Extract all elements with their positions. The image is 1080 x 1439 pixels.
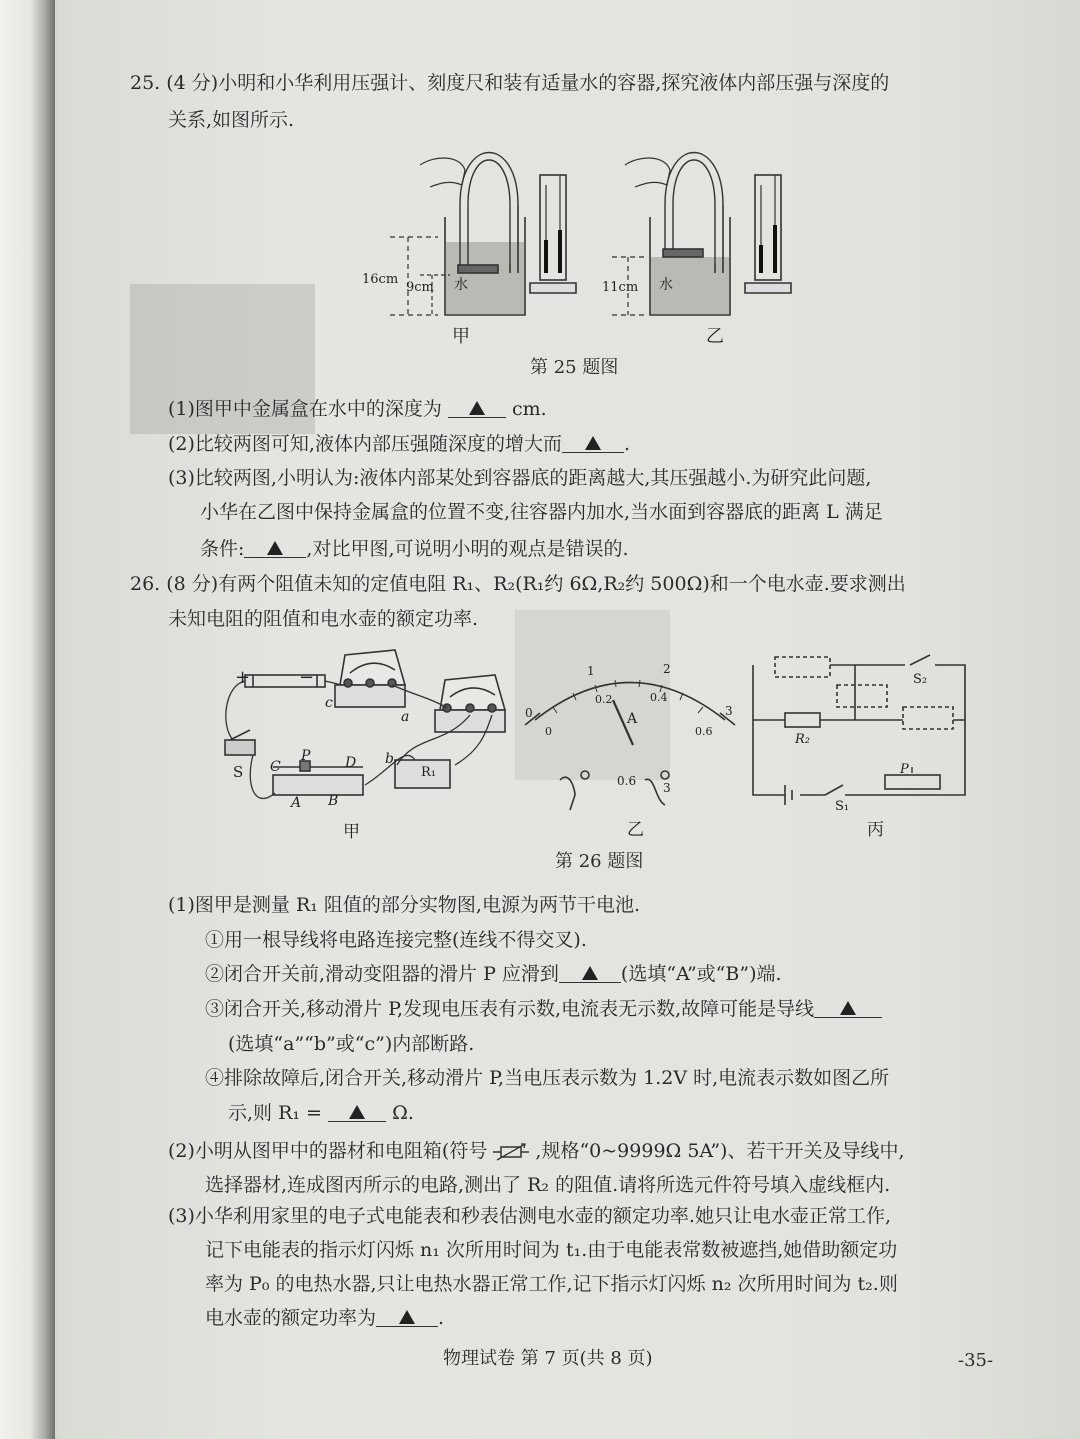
q25-part3-line1: (3)比较两图,小明认为:液体内部某处到容器底的距离越大,其压强越小.为研究此问题, — [168, 467, 872, 489]
q25-part1-unit: cm. — [512, 398, 547, 420]
label-bing: 丙 — [867, 820, 884, 840]
page-fold — [0, 0, 55, 1439]
dial-06: 0.6 — [695, 725, 713, 738]
q26-s3-line1: (3)小华利用家里的电子式电能表和秒表估测电水壶的额定功率.她只让电水壶正常工作, — [168, 1205, 891, 1227]
answer-blank[interactable] — [244, 537, 306, 558]
label-P: P — [301, 748, 311, 764]
label-jia: 甲 — [452, 326, 470, 347]
plus-sign: + — [235, 667, 251, 688]
rheostat — [273, 775, 363, 795]
label-A: A — [291, 795, 302, 811]
terminal-3: 3 — [663, 781, 671, 795]
q26-caption: 第 26 题图 — [555, 851, 644, 872]
q26-header: 26. (8 分)有两个阻值未知的定值电阻 R₁、R₂(R₁约 6Ω,R₂约 500Ω)和一个电水壶.要求测出 — [130, 573, 906, 595]
dial-1: 1 — [587, 664, 595, 678]
water-label-right: 水 — [659, 277, 673, 293]
q26-s1-4-line2 — [228, 1101, 414, 1125]
q25-part3-text: 条件: — [200, 538, 245, 560]
answer-blank[interactable] — [814, 997, 882, 1018]
minus-sign: − — [299, 667, 315, 688]
dial-0-bottom: 0 — [545, 725, 552, 738]
label-S1: S₁ — [835, 799, 850, 814]
terminal-06: 0.6 — [617, 774, 637, 788]
q26-s2-line2: 选择器材,连成图丙所示的电路,测出了 R₂ 的阻值.请将所选元件符号填入虚线框内. — [205, 1174, 891, 1196]
label-11cm: 11cm — [602, 280, 639, 295]
q25-part3-line3 — [200, 537, 629, 561]
left-manometer — [540, 175, 566, 280]
label-jia: 甲 — [343, 822, 360, 842]
q26-s1-2-end: (选填“A”或“B”)端. — [620, 963, 782, 985]
label-P-right: P — [900, 762, 909, 777]
q26-s3-end: . — [438, 1307, 445, 1329]
footer-title: 物理试卷 第 7 页(共 8 页) — [443, 1348, 653, 1369]
dial-0-top: 0 — [525, 706, 533, 720]
triangle-marker-icon — [585, 436, 601, 450]
q25-figure — [350, 145, 810, 350]
q26-s1-4: ④排除故障后,闭合开关,移动滑片 P,当电压表示数为 1.2V 时,电流表示数如图乙所 — [205, 1067, 890, 1089]
label-yi: 乙 — [627, 820, 644, 840]
q26-s3-line3: 率为 P₀ 的电热水器,只让电热水器正常工作,记下指示灯闪烁 n₂ 次所用时间为 t₂.则 — [205, 1273, 898, 1295]
q26-s1-4-unit: Ω. — [392, 1102, 414, 1124]
q26-s2-text: (2)小明从图甲中的器材和电阻箱(符号 — [168, 1140, 488, 1162]
q26-s2 — [168, 1139, 905, 1163]
triangle-marker-icon — [267, 541, 283, 555]
dashed-box-1 — [775, 657, 830, 677]
answer-blank[interactable] — [376, 1306, 438, 1327]
label-R2: R₂ — [795, 732, 810, 747]
q26-s1-2 — [205, 962, 782, 986]
label-a: a — [401, 709, 410, 725]
q25-part2-end: . — [623, 433, 631, 455]
q26-s1-3-line2: (选填“a”“b”或“c”)内部断路. — [228, 1033, 475, 1055]
answer-blank[interactable] — [448, 397, 506, 418]
triangle-marker-icon — [840, 1001, 856, 1015]
label-D: D — [345, 755, 357, 771]
triangle-marker-icon — [582, 966, 598, 980]
label-B: B — [328, 793, 339, 809]
triangle-marker-icon — [469, 401, 485, 415]
q26-figure-bing — [745, 645, 980, 845]
q25-header: 25. (4 分)小明和小华利用压强计、刻度尺和装有适量水的容器,探究液体内部压强与深度的 — [130, 72, 890, 94]
q25-caption: 第 25 题图 — [530, 357, 619, 378]
q25-part2-text: (2)比较两图可知,液体内部压强随深度的增大而 — [168, 433, 562, 455]
answer-blank[interactable] — [562, 432, 624, 453]
q26-s3-line2: 记下电能表的指示灯闪烁 n₁ 次所用时间为 t₁.由于电能表常数被遮挡,她借助额定功 — [205, 1239, 898, 1261]
label-R1: R₁ — [421, 765, 436, 780]
triangle-marker-icon — [349, 1105, 365, 1119]
q26-header-line2: 未知电阻的阻值和电水壶的额定功率. — [168, 608, 479, 630]
right-probe — [663, 249, 703, 257]
dial-02: 0.2 — [595, 693, 613, 706]
answer-blank[interactable] — [328, 1101, 386, 1122]
label-S: S — [233, 763, 244, 781]
q26-s1-1: ①用一根导线将电路连接完整(连线不得交叉). — [205, 929, 587, 951]
dashed-box-2 — [837, 685, 887, 707]
label-9cm: 9cm — [406, 280, 434, 295]
right-manometer — [755, 175, 781, 280]
rheostat-symbol — [885, 775, 940, 789]
dial-unit: A — [627, 711, 638, 727]
q26-s1-3 — [205, 997, 882, 1021]
q26-s1-4-text: 示,则 R₁ = — [228, 1102, 322, 1124]
q26-s1-3-text: ③闭合开关,移动滑片 P,发现电压表有示数,电流表无示数,故障可能是导线 — [205, 998, 815, 1020]
dial-04: 0.4 — [650, 691, 668, 704]
q25-part1 — [168, 397, 547, 421]
q26-figure-yi — [515, 655, 745, 840]
q26-s1: (1)图甲是测量 R₁ 阻值的部分实物图,电源为两节干电池. — [168, 894, 640, 916]
water-label-left: 水 — [454, 277, 468, 293]
left-probe — [458, 265, 498, 273]
q26-s1-2-text: ②闭合开关前,滑动变阻器的滑片 P 应滑到 — [205, 963, 559, 985]
label-b: b — [385, 751, 394, 767]
dial-3: 3 — [725, 704, 733, 718]
q25-part1-text: (1)图甲中金属盒在水中的深度为 — [168, 398, 442, 420]
q26-s2-end: ,规格“0~9999Ω 5A”)、若干开关及导线中, — [535, 1140, 905, 1162]
answer-blank[interactable] — [559, 962, 621, 983]
q26-figure-jia — [215, 645, 525, 845]
label-yi: 乙 — [706, 326, 724, 347]
label-S2: S₂ — [913, 672, 928, 687]
q25-header-line2: 关系,如图所示. — [168, 109, 295, 131]
q25-part2 — [168, 432, 630, 456]
q25-part3-line2: 小华在乙图中保持金属盒的位置不变,往容器内加水,当水面到容器底的距离 L 满足 — [200, 501, 883, 523]
resistance-box-symbol-icon — [493, 1142, 529, 1162]
q25-part3-end: ,对比甲图,可说明小明的观点是错误的. — [306, 538, 629, 560]
dashed-box-3 — [903, 707, 953, 729]
triangle-marker-icon — [399, 1310, 415, 1324]
q26-s3-text: 电水壶的额定功率为 — [205, 1307, 377, 1329]
resistor-r2 — [785, 713, 820, 727]
label-c: c — [325, 695, 333, 711]
label-C: C — [270, 759, 281, 775]
label-16cm: 16cm — [362, 272, 399, 287]
dial-2: 2 — [663, 662, 671, 676]
q26-s3-line4 — [205, 1306, 444, 1330]
page-number: -35- — [958, 1350, 994, 1371]
switch — [225, 740, 255, 755]
